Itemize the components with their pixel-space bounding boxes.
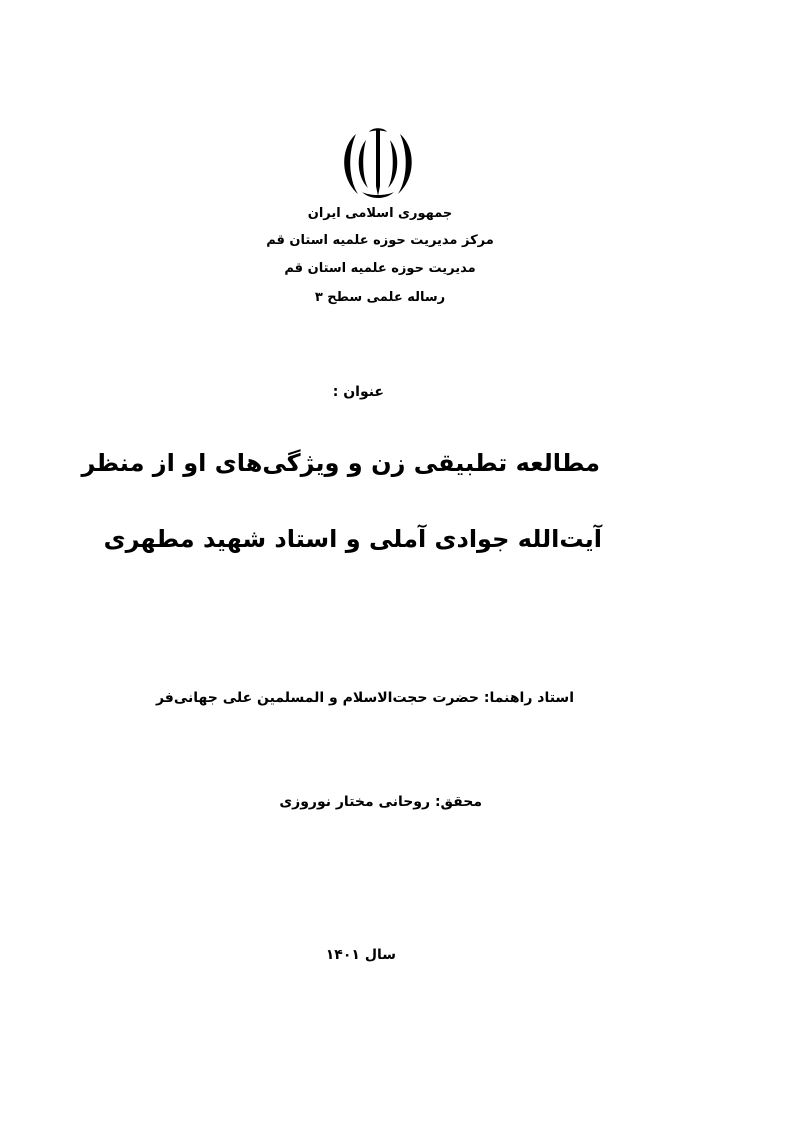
- header-line-center: مرکز مدیریت حوزه علمیه استان قم: [266, 233, 494, 248]
- title-label: عنوان :: [332, 384, 384, 400]
- thesis-title-line-1: مطالعه تطبیقی زن و ویژگی‌های او از منظر: [81, 449, 600, 477]
- researcher-line: محقق: روحانی مختار نوروزی: [279, 794, 482, 810]
- iran-emblem-icon: [336, 126, 420, 202]
- header-line-management: مدیریت حوزه علمیه استان قم: [284, 261, 476, 276]
- thesis-title-line-2: آیت‌الله جوادی آملی و استاد شهید مطهری: [103, 525, 602, 553]
- header-line-country: جمهوری اسلامی ایران: [307, 206, 453, 221]
- advisor-line: استاد راهنما: حضرت حجت‌الاسلام و المسلمین علی جهانی‌فر: [155, 690, 574, 706]
- header-line-level: رساله علمی سطح ۳: [314, 290, 446, 305]
- year-line: سال ۱۴۰۱: [325, 947, 396, 963]
